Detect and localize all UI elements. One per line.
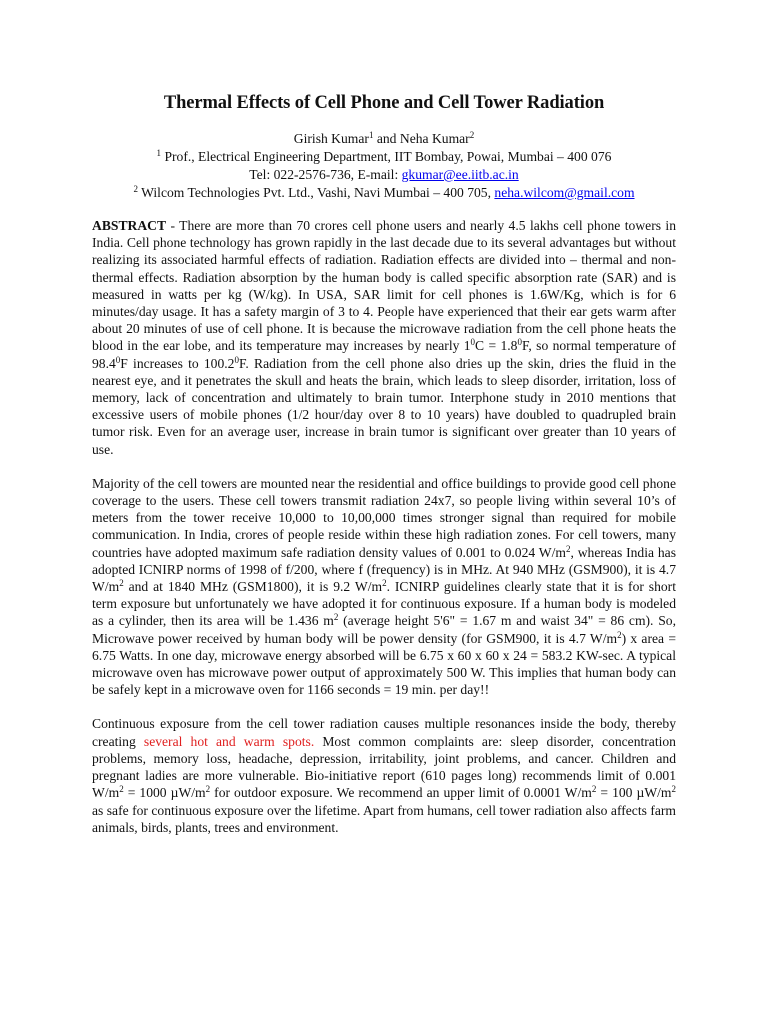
author-block (92, 130, 676, 202)
affiliation-1 (92, 148, 676, 166)
abstract-paragraph: ABSTRACT - There are more than 70 crores cell phone users and nearly 4.5 lakhs cell phone towers in India. Cell phone technology has grown rapidly in the last decade due to its several advantages but without realizing its associated harmful effects of radiation. Radiation effects are divided into – thermal and non-thermal effects. Radiation absorption by the human body is called specific absorption rate (SAR) and is measured in watts per kg (W/kg). In USA, SAR limit for cell phones is 1.6W/Kg, which is for 6 minutes/day usage. It has a safety margin of 3 to 4. People have experienced that their ear gets warm after about 20 minutes of use of cell phone. It is because the microwave radiation from the cell phone heats the blood in the ear lobe, and its temperature may increases by nearly $1^0C = 1.8^0F$, so normal temperature of 98.4$^0$F increases to 100.2$^0$F. Radiation from the cell phone also dries up the skin, dries the fluid in the nearest eye, and it penetrates the skull and heats the brain, which leads to sleep disorder, irritation, loss of memory, lack of concentration and ultimately to brain tumor. Interphone study in 2010 mentions that excessive users of mobile phones (1/2 hour/day over 8 to 10 years) have doubled to quadrupled brain tumor risk. Even for an average user, increase in brain tumor is significant over greater than 10 years of use. (92, 218, 676, 457)
affiliation-1-sup: 1 (156, 148, 162, 158)
affiliation-1-text: Prof., Electrical Engineering Department, IIT Bombay, Powai, Mumbai – 400 076 (161, 149, 612, 164)
email-link-2[interactable]: neha.wilcom@gmail.com (494, 185, 635, 200)
affiliation-2-text: Wilcom Technologies Pvt. Ltd., Vashi, Navi Mumbai – 400 705, (137, 185, 495, 200)
document-page (92, 92, 676, 836)
author-1-sup: 1 (368, 130, 374, 140)
body-paragraph-exposure: Continuous exposure from the cell tower radiation causes multiple resonances inside the body, thereby creating several hot and warm spots. Most common complaints are: sleep disorder, concentration problems, memory loss, headache, depression, irritability, joint problems, and cancer. Children and pregnant ladies are more vulnerable. Bio-initiative report (610 pages long) recommends limit of 0.001 $W/m^2 = 1000$ $\mu W/m^2$ for outdoor exposure. We recommend an upper limit of 0.0001 $W/m^2 = 100$ $\mu W/m^2$ as safe for continuous exposure over the lifetime. Apart from humans, cell tower radiation also affects farm animals, birds, plants, trees and environment. (92, 716, 677, 835)
email-link-1[interactable]: gkumar@ee.iitb.ac.in (401, 167, 519, 182)
affiliation-2 (92, 184, 676, 202)
contact-1-text: Tel: 022-2576-736, E-mail: (249, 167, 402, 182)
contact-1 (92, 166, 676, 184)
author-2-name: Neha Kumar (399, 131, 470, 146)
abstract-label: ABSTRACT (92, 218, 167, 233)
highlighted-phrase: several hot and warm spots. (143, 733, 315, 749)
author-names (92, 130, 676, 148)
paper-title: Thermal Effects of Cell Phone and Cell Tower Radiation (163, 93, 605, 113)
author-1-name: Girish Kumar (293, 131, 369, 146)
author-and: and (373, 131, 400, 146)
affiliation-2-sup: 2 (133, 184, 138, 194)
author-2-sup: 2 (469, 130, 475, 140)
body-paragraph-towers: Majority of the cell towers are mounted near the residential and office buildings to provide good cell phone coverage to the users. These cell towers transmit radiation 24x7, so people living within several 10’s of meters from the tower receive 10,000 to 10,00,000 times stronger signal than required for mobile communication. In India, crores of people reside within these high radiation zones. For cell towers, many countries have adopted maximum safe radiation density values of 0.001 to 0.024 $W/m^2$, whereas India has adopted ICNIRP norms of 1998 of f/200, where f (frequency) is in MHz. At 940 MHz (GSM900), it is 4.7 $W/m^2$ and at 1840 MHz (GSM1800), it is 9.2 $W/m^2$. ICNIRP guidelines clearly state that it is for short term exposure but unfortunately we have adopted it for continuous exposure. If a human body is modeled as a cylinder, then its area will be 1.436 $m^2$ (average height 5'6" = 1.67 m and waist 34" = 86 cm). So, Microwave power received by human body will be power density (for GSM900, it is 4.7 $W/m^2$) x area = 6.75 Watts. In one day, microwave energy absorbed will be 6.75 x 60 x 60 x 24 = 583.2 KW-sec. A typical microwave oven has microwave power output of approximately 500 W. This implies that human body can be safely kept in a microwave oven for 1166 seconds = 19 min. per day!! (92, 475, 676, 698)
